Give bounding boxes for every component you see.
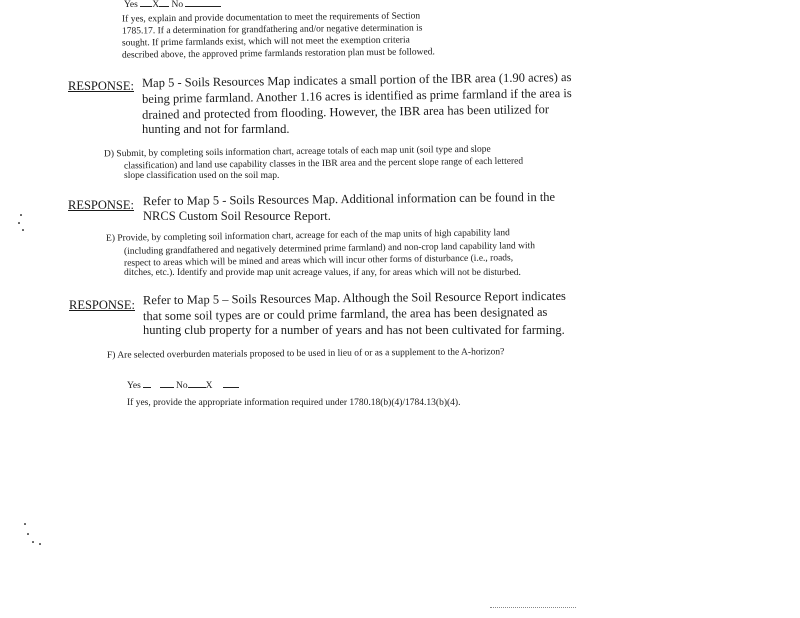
item-f-yes-blank-2 [160,378,174,388]
scan-speck [20,214,22,216]
item-d-line-2: classification) and land use capability classes in the IBR area and the percent slope range of each lettered [123,156,524,172]
scan-dotted-mark [490,607,576,608]
response-3-line-3: hunting club property for a number of years and has not been cultivated for farming. [143,323,565,337]
top-yes-label: Yes [124,0,138,10]
item-f-yes-no-line [127,378,239,392]
response-label-1: RESPONSE: [68,79,134,93]
item-d-line-1: D) Submit, by completing soils information chart, acreage totals of each map unit (soil type and slope [103,144,491,160]
response-1-line-4: hunting and not for farmland. [142,122,290,136]
item-f-no-label: No [175,381,188,391]
item-f-mark: X [205,381,213,391]
response-1-line-1: Map 5 - Soils Resources Map indicates a small portion of the IBR area (1.90 acres) as [141,70,572,90]
item-f-yes-label: Yes [127,381,141,391]
scan-speck [22,229,24,231]
item-e-line-4: ditches, etc.). Identify and provide map unit acreage values, if any, for areas which will not be disturbed. [124,268,521,278]
item-f-yes-blank-1 [143,378,151,388]
response-2-line-2: NRCS Custom Soil Resource Report. [143,209,331,223]
item-e-line-1: E) Provide, by completing soil information chart, acreage for each of the map units of high capability land [105,228,510,244]
item-e-line-3: respect to areas which will be mined and areas which will incur other forms of disturbance (i.e., roads, [123,253,514,269]
scan-speck [27,533,29,535]
item-f-question: F) Are selected overburden materials proposed to be used in lieu of or as a supplement to the A-horizon? [106,347,505,361]
response-1-line-3: drained and protected from flooding. However, the IBR area has been utilized for [141,102,550,122]
top-paragraph-line-2: 1785.17. If a determination for grandfathering and/or negative determination is [121,23,423,37]
scan-speck [24,523,26,525]
item-f-no-blank [188,378,206,388]
item-e-line-2: (including grandfathered and negatively determined prime farmland) and non-crop land capability land with [123,241,536,257]
top-no-label: No [171,0,184,10]
item-f-mark-blank [223,378,239,388]
response-2-line-1: Refer to Map 5 - Soils Resources Map. Additional information can be found in the [142,189,556,209]
response-3-line-1: Refer to Map 5 – Soils Resources Map. Although the Soil Resource Report indicates [142,288,566,308]
item-d-line-3: slope classification used on the soil map. [124,171,280,181]
response-3-line-2: that some soil types are or could prime farmland, the area has been designated as [142,304,548,324]
top-mark-blank [159,0,169,7]
scan-speck [18,222,20,224]
top-yes-no-line [124,0,221,11]
top-no-blank [185,0,221,7]
item-f-followup: If yes, provide the appropriate information required under 1780.18(b)(4)/1784.13(b)(4). [127,398,461,408]
response-1-line-2: being prime farmland. Another 1.16 acres is identified as prime farmland if the area is [141,86,572,106]
top-yes-blank [140,0,152,7]
top-paragraph-line-3: sought. If prime farmlands exist, which will not meet the exemption criteria [121,35,410,49]
scan-speck [39,543,41,545]
top-mark: X [152,0,160,10]
top-paragraph-line-1: If yes, explain and provide documentation to meet the requirements of Section [121,11,421,25]
response-label-2: RESPONSE: [68,198,134,212]
scan-speck [32,541,34,543]
top-paragraph-line-4: described above, the approved prime farmlands restoration plan must be followed. [121,47,435,61]
response-label-3: RESPONSE: [69,298,135,312]
